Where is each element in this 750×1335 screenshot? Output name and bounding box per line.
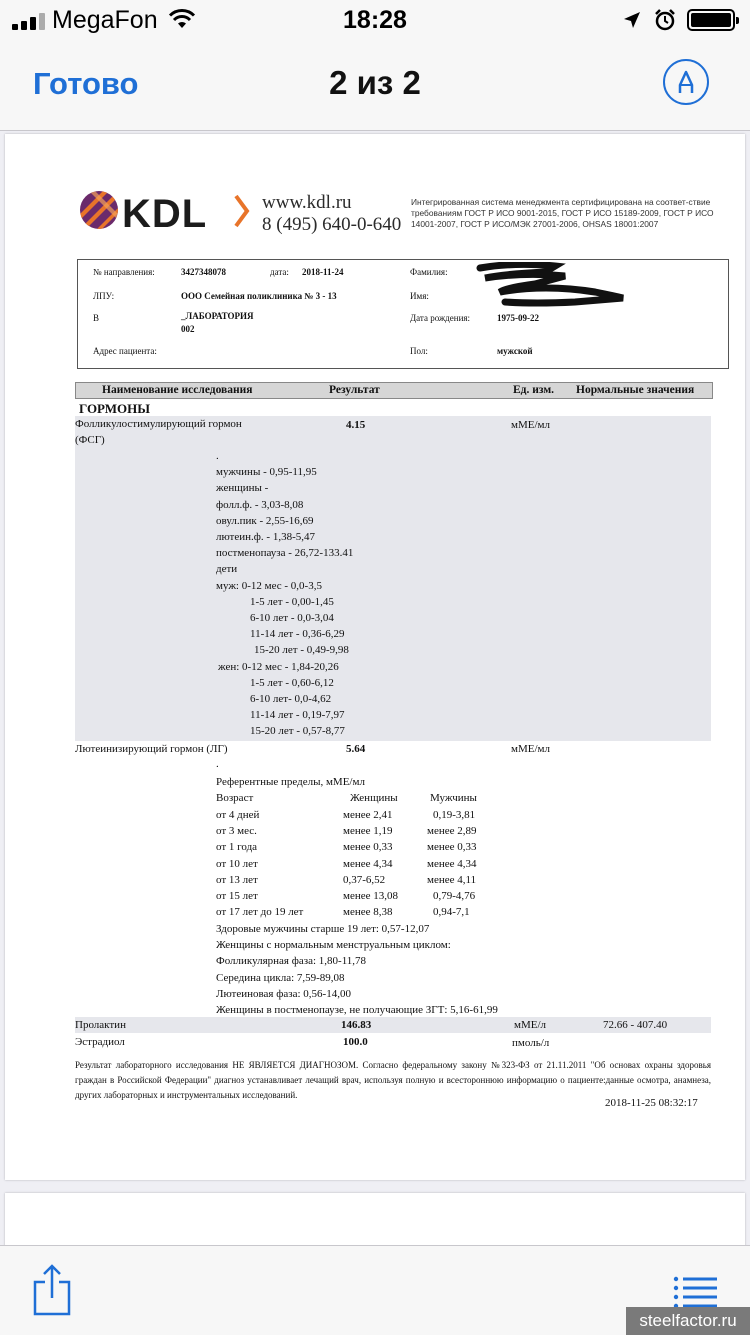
fsh-reference-line: женщины -	[216, 482, 269, 495]
estradiol-name: Эстрадиол	[75, 1036, 125, 1048]
lh-reference-cell: менее 4,11	[427, 873, 477, 886]
name-label: Имя:	[410, 291, 429, 301]
sex-label: Пол:	[410, 346, 428, 356]
fsh-row	[75, 416, 711, 741]
certification-text: Интегрированная система менеджмента сертифицирована на соответ-ствие требованиям ГОСТ Р ИСО 9001-2015, ГОСТ Р ИСО 15189-2009, ГОСТ Р ИСО 14001-2007, ГОСТ Р ИСО/МЭК 27001-2006, OHSAS 18001:2007	[411, 197, 714, 229]
referral-value: 3427348078	[181, 267, 226, 277]
fsh-reference-line: 15-20 лет - 0,49-9,98	[254, 644, 349, 657]
kdl-logo-icon	[79, 190, 119, 230]
lh-reference-cell: 0,79-4,76	[433, 890, 476, 902]
report-timestamp: 2018-11-25 08:32:17	[605, 1097, 698, 1109]
chevron-right-icon	[233, 194, 251, 228]
lh-reference-cell: 0,37-6,52	[343, 873, 386, 886]
fsh-name-abbr: (ФСГ)	[75, 434, 105, 446]
header-unit: Ед. изм.	[513, 384, 555, 396]
brand-logo-text: KDL	[122, 192, 208, 236]
lh-reference-cell: менее 0,33	[427, 841, 477, 854]
lh-reference-cell: менее 4,34	[427, 857, 477, 870]
lh-reference-cell: от 3 мес.	[216, 825, 257, 838]
dob-label: Дата рождения:	[410, 313, 471, 323]
disclaimer-text: Результат лабораторного исследования НЕ ЯВЛЯЕТСЯ ДИАГНОЗОМ. Согласно федеральному закону №323-ФЗ от 21.11.2011 "Об основах охраны здоровья граждан в Российской Федерации" диагноз устанавливает лечащий врач, используя полную и всестороннюю информацию о пациенте:данные осмотра, анамнеза, других лабораторных и инструментальных исследований.	[75, 1060, 711, 1100]
carrier-name: MegaFon	[52, 6, 158, 34]
phone-number: 8 (495) 640-0-640	[262, 214, 402, 235]
lh-reference-cell: менее 2,41	[343, 809, 393, 821]
lh-reference-cell: от 10 лет	[216, 857, 258, 870]
lpu-label: ЛПУ:	[93, 291, 115, 301]
lh-reference-cell: от 13 лет	[216, 873, 258, 886]
fsh-reference-line: 11-14 лет - 0,19-7,97	[250, 709, 345, 722]
lh-name: Лютеинизирующий гормон (ЛГ)	[75, 743, 228, 755]
patient-info-box	[77, 259, 729, 369]
fsh-reference-line: лютеин.ф. - 1,38-5,47	[216, 531, 315, 543]
lh-reference-cell: менее 8,38	[343, 906, 393, 919]
fsh-reference-line: постменопауза - 26,72-133.41	[216, 547, 354, 560]
lh-reference-note: Середина цикла: 7,59-89,08	[216, 971, 345, 984]
bottom-toolbar	[0, 1245, 750, 1335]
lh-reference-cell: от 1 года	[216, 841, 258, 854]
header-result: Результат	[329, 384, 380, 396]
lh-reference-cell: 0,94-7,1	[433, 906, 470, 919]
done-button[interactable]: Готово	[33, 66, 139, 101]
location-arrow-icon	[622, 10, 642, 30]
lh-col-age: Возраст	[216, 792, 254, 804]
address-label: Адрес пациента:	[93, 346, 157, 356]
header-normal: Нормальные значения	[576, 384, 695, 396]
lh-reference-note: Здоровые мужчины старше 19 лет: 0,57-12,07	[216, 923, 430, 935]
fsh-reference-line: 11-14 лет - 0,36-6,29	[250, 628, 345, 641]
fsh-reference-line: .	[216, 450, 219, 462]
fsh-reference-line: 6-10 лет- 0,0-4,62	[250, 693, 332, 705]
lh-result: 5.64	[346, 743, 366, 755]
lh-reference-cell: менее 1,19	[343, 825, 393, 838]
lh-dot: .	[216, 758, 219, 770]
date-value: 2018-11-24	[302, 267, 344, 277]
lh-reference-cell: менее 2,89	[427, 825, 477, 838]
page-counter: 2 из 2	[329, 64, 421, 101]
referral-label: № направления:	[93, 267, 155, 277]
surname-label: Фамилия:	[410, 267, 448, 277]
lh-reference-note: Женщины в постменопаузе, не получающие ЗГТ: 5,16-61,99	[216, 1004, 498, 1016]
fsh-reference-line: жен: 0-12 мес - 1,84-20,26	[218, 660, 339, 673]
lh-reference-cell: 0,19-3,81	[433, 809, 476, 821]
fsh-reference-line: дети	[216, 563, 238, 576]
prolactin-unit: мМЕ/л	[514, 1019, 547, 1031]
list-icon[interactable]	[673, 1276, 717, 1308]
clock: 18:28	[343, 6, 407, 34]
section-title: ГОРМОНЫ	[79, 401, 151, 416]
sex-value: мужской	[497, 346, 533, 356]
markup-pen-button[interactable]	[663, 59, 709, 105]
lh-reference-cell: менее 0,33	[343, 841, 393, 854]
fsh-reference-line: овул.пик - 2,55-16,69	[216, 514, 314, 527]
fsh-reference-line: 1-5 лет - 0,00-1,45	[250, 595, 334, 608]
fsh-unit: мМЕ/мл	[511, 419, 550, 431]
lh-ref-title: Референтные пределы, мМЕ/мл	[216, 776, 365, 788]
fsh-reference-line: мужчины - 0,95-11,95	[216, 466, 317, 479]
fsh-reference-line: 15-20 лет - 0,57-8,77	[250, 725, 345, 738]
estradiol-unit: пмоль/л	[512, 1037, 550, 1049]
fsh-reference-line: фолл.ф. - 3,03-8,08	[216, 498, 304, 511]
lh-reference-cell: от 17 лет до 19 лет	[216, 906, 304, 919]
lpu-value: ООО Семейная поликлиника № 3 - 13	[181, 291, 337, 301]
lh-reference-cell: менее 13,08	[343, 890, 398, 902]
dob-value: 1975-09-22	[497, 313, 539, 323]
date-label: дата:	[270, 267, 289, 277]
status-bar	[0, 0, 750, 40]
alarm-clock-icon	[653, 8, 677, 32]
lh-reference-cell: от 15 лет	[216, 890, 258, 902]
battery-icon	[687, 9, 735, 31]
navigation-bar	[0, 40, 750, 131]
table-header	[75, 382, 713, 399]
department-label: В	[93, 313, 100, 323]
department-value: _ЛАБОРАТОРИЯ	[181, 311, 254, 321]
header-test-name: Наименование исследования	[102, 384, 253, 396]
lh-reference-cell: от 4 дней	[216, 809, 260, 821]
watermark: steelfactor.ru	[626, 1307, 750, 1335]
fsh-name: Фолликулостимулирующий гормон	[75, 418, 242, 430]
document-page	[5, 134, 745, 1180]
lh-reference-note: Лютеиновая фаза: 0,56-14,00	[216, 987, 351, 1000]
lh-col-women: Женщины	[350, 792, 398, 804]
lh-reference-cell: менее 4,34	[343, 857, 393, 870]
fsh-reference-line: 6-10 лет - 0,0-3,04	[250, 612, 334, 624]
lh-col-men: Мужчины	[430, 792, 477, 804]
redaction-scribble	[475, 262, 625, 307]
pen-tip-icon	[665, 61, 707, 103]
fsh-result: 4.15	[346, 419, 366, 431]
prolactin-result: 146.83	[341, 1019, 372, 1031]
estradiol-result: 100.0	[343, 1036, 368, 1048]
fsh-reference-line: 1-5 лет - 0,60-6,12	[250, 676, 334, 689]
prolactin-name: Пролактин	[75, 1019, 126, 1031]
lh-reference-note: Женщины с нормальным менструальным циклом:	[216, 939, 451, 952]
department-code: 002	[181, 324, 195, 334]
website-url: www.kdl.ru	[262, 192, 352, 213]
next-page-preview[interactable]	[5, 1193, 745, 1253]
fsh-reference-line: муж: 0-12 мес - 0,0-3,5	[216, 579, 322, 592]
lh-reference-note: Фолликулярная фаза: 1,80-11,78	[216, 955, 367, 968]
share-icon[interactable]	[32, 1264, 72, 1318]
prolactin-normal: 72.66 - 407.40	[603, 1019, 668, 1031]
lh-unit: мМЕ/мл	[511, 743, 550, 755]
